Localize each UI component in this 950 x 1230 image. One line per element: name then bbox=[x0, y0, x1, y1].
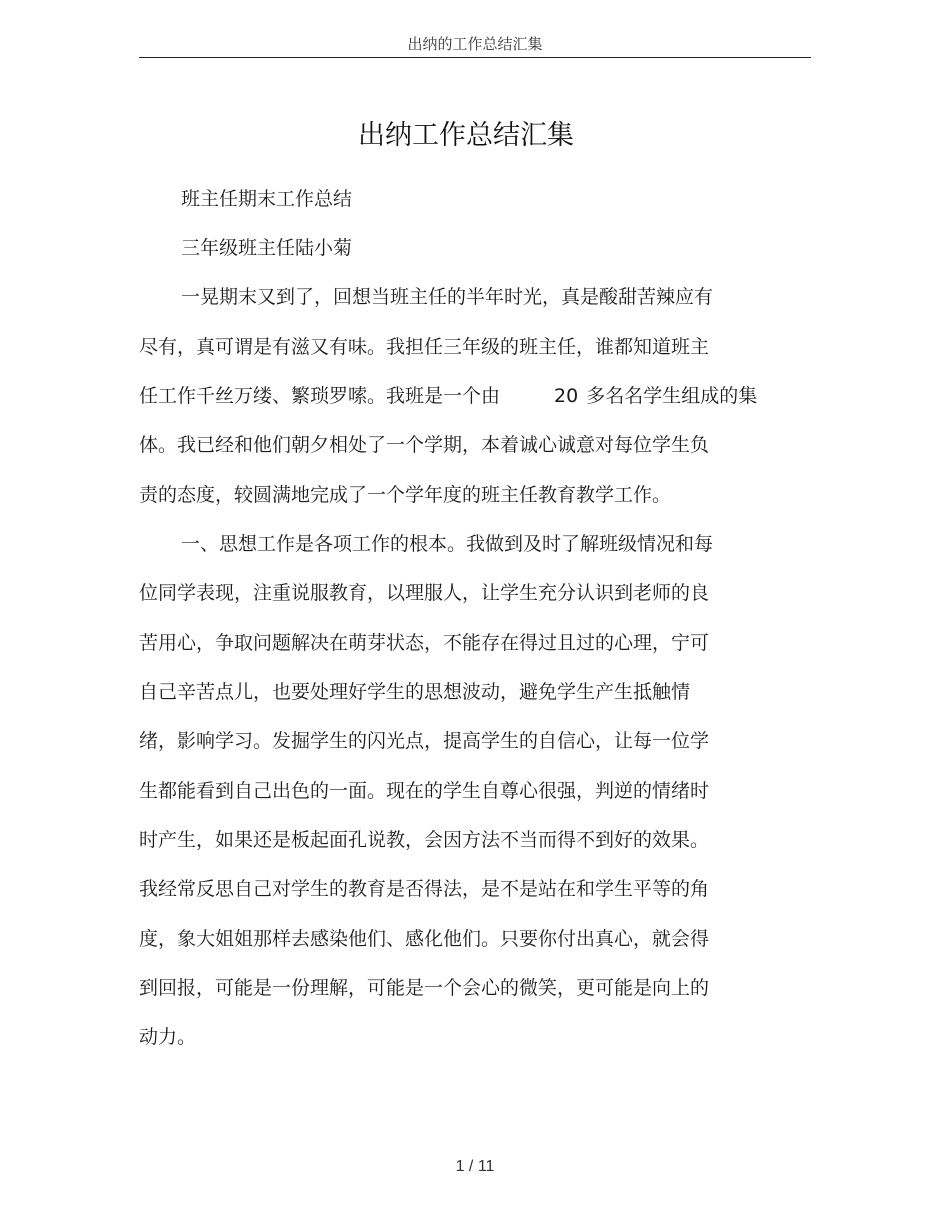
paragraph-2-line-2: 位同学表现，注重说服教育，以理服人，让学生充分认识到老师的良 bbox=[139, 582, 710, 604]
paragraph-1-line-3 bbox=[139, 383, 757, 409]
paragraph-2-line-9: 度，象大姐姐那样去感染他们、感化他们。只要你付出真心，就会得 bbox=[139, 928, 710, 950]
paragraph-1-line-4: 体。我已经和他们朝夕相处了一个学期，本着诚心诚意对每位学生负 bbox=[139, 434, 710, 456]
paragraph-2-line-5: 绪，影响学习。发掘学生的闪光点，提高学生的自信心，让每一位学 bbox=[139, 730, 710, 752]
paragraph-2-line-6: 生都能看到自己出色的一面。现在的学生自尊心很强，判逆的情绪时 bbox=[139, 780, 710, 802]
document-title: 出纳工作总结汇集 bbox=[358, 120, 574, 151]
student-count: 20 bbox=[554, 385, 579, 407]
page-number: 1 / 11 bbox=[455, 1158, 495, 1175]
author-line: 三年级班主任陆小菊 bbox=[181, 237, 353, 259]
document-subtitle: 班主任期末工作总结 bbox=[181, 188, 353, 210]
paragraph-1-line-5: 责的态度，较圆满地完成了一个学年度的班主任教育教学工作。 bbox=[139, 484, 672, 506]
paragraph-1-line-3-text: 任工作千丝万缕、繁琐罗嗦。我班是一个由 bbox=[139, 385, 501, 407]
paragraph-2-line-4: 自己辛苦点儿，也要处理好学生的思想波动，避免学生产生抵触情 bbox=[139, 681, 691, 703]
header-divider bbox=[139, 57, 811, 58]
paragraph-1-line-2: 尽有，真可谓是有滋又有味。我担任三年级的班主任，谁都知道班主 bbox=[139, 336, 710, 358]
paragraph-2-line-10: 到回报，可能是一份理解，可能是一个会心的微笑，更可能是向上的 bbox=[139, 977, 710, 999]
paragraph-2-line-8: 我经常反思自己对学生的教育是否得法，是不是站在和学生平等的角 bbox=[139, 878, 710, 900]
paragraph-2-line-1: 一、思想工作是各项工作的根本。我做到及时了解班级情况和每 bbox=[181, 533, 714, 555]
running-header: 出纳的工作总结汇集 bbox=[407, 35, 543, 53]
paragraph-2-line-11: 动力。 bbox=[139, 1026, 197, 1048]
paragraph-1-line-1: 一晃期末又到了，回想当班主任的半年时光，真是酸甜苦辣应有 bbox=[181, 286, 714, 308]
paragraph-2-line-3: 苦用心，争取问题解决在萌芽状态，不能存在得过且过的心理，宁可 bbox=[139, 632, 710, 654]
paragraph-2-line-7: 时产生，如果还是板起面孔说教，会因方法不当而得不到好的效果。 bbox=[139, 829, 710, 851]
paragraph-1-line-3-tail: 多名名学生组成的集 bbox=[586, 385, 758, 407]
